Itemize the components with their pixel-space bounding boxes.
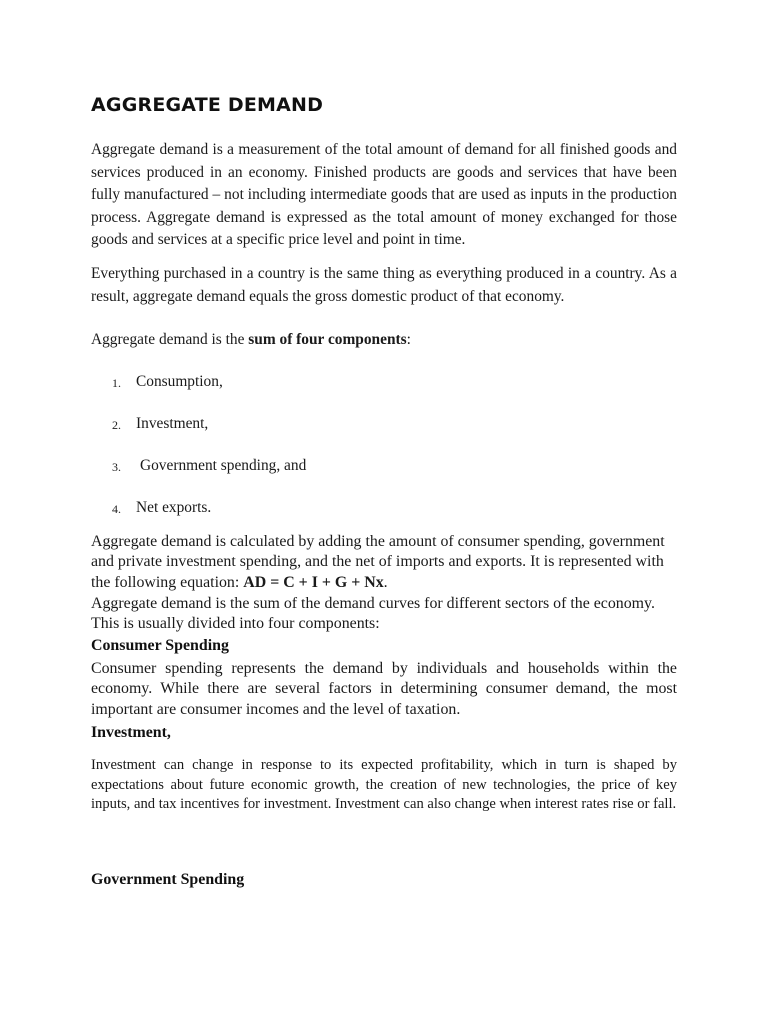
- consumer-spending-heading: Consumer Spending: [91, 637, 229, 654]
- components-intro-bold: sum of four components: [248, 331, 407, 348]
- list-item-text: Investment,: [136, 415, 209, 432]
- intro-paragraph: Aggregate demand is a measurement of the total amount of demand for all finished goods and services produced in an economy. Finished products are goods and services that have been fully manufactured – not including intermediate goods that are used as inputs in the production process. Aggregate demand is expressed as the total amount of money exchanged for those goods and services at a specific price level and point in time.: [91, 141, 677, 249]
- investment-heading: Investment,: [91, 724, 171, 741]
- government-spending-heading: Government Spending: [91, 871, 245, 888]
- list-item-number: 4.: [112, 502, 121, 516]
- page-title: AGGREGATE DEMAND: [91, 94, 324, 116]
- list-item-number: 3.: [112, 460, 121, 474]
- list-item-text: Net exports.: [136, 499, 212, 516]
- consumer-spending-paragraph: Consumer spending represents the demand by individuals and households within the economy. While there are several factors in determining consumer demand, the most important are consumer incomes and the level of taxation.: [91, 660, 677, 718]
- equation: AD = C + I + G + Nx: [243, 573, 384, 591]
- components-intro-prefix: Aggregate demand is the: [91, 331, 249, 348]
- list-item-number: 1.: [112, 376, 121, 390]
- equation-paragraph: [91, 532, 681, 593]
- demand-curves-paragraph: Aggregate demand is the sum of the demand curves for different sectors of the economy. This is usually divided into four components:: [91, 595, 655, 633]
- components-intro: [91, 329, 677, 352]
- list-item-number: 2.: [112, 418, 121, 432]
- list-item-text: Government spending, and: [140, 457, 307, 474]
- list-item-text: Consumption,: [136, 373, 223, 390]
- components-intro-suffix: :: [406, 331, 411, 348]
- investment-paragraph: Investment can change in response to its expected profitability, which in turn is shaped by expectations about future economic growth, the creation of new technologies, the price of key inputs, and tax incentives for investment. Investment can also change when interest rates rise or fall.: [91, 757, 677, 813]
- gdp-paragraph: Everything purchased in a country is the same thing as everything produced in a country. As a result, aggregate demand equals the gross domestic product of that economy.: [91, 265, 677, 305]
- equation-paragraph-prefix: Aggregate demand is calculated by adding the amount of consumer spending, government and private investment spending, and the net of imports and exports. It is represented with the following equation:: [91, 533, 665, 591]
- equation-paragraph-suffix: .: [383, 573, 388, 591]
